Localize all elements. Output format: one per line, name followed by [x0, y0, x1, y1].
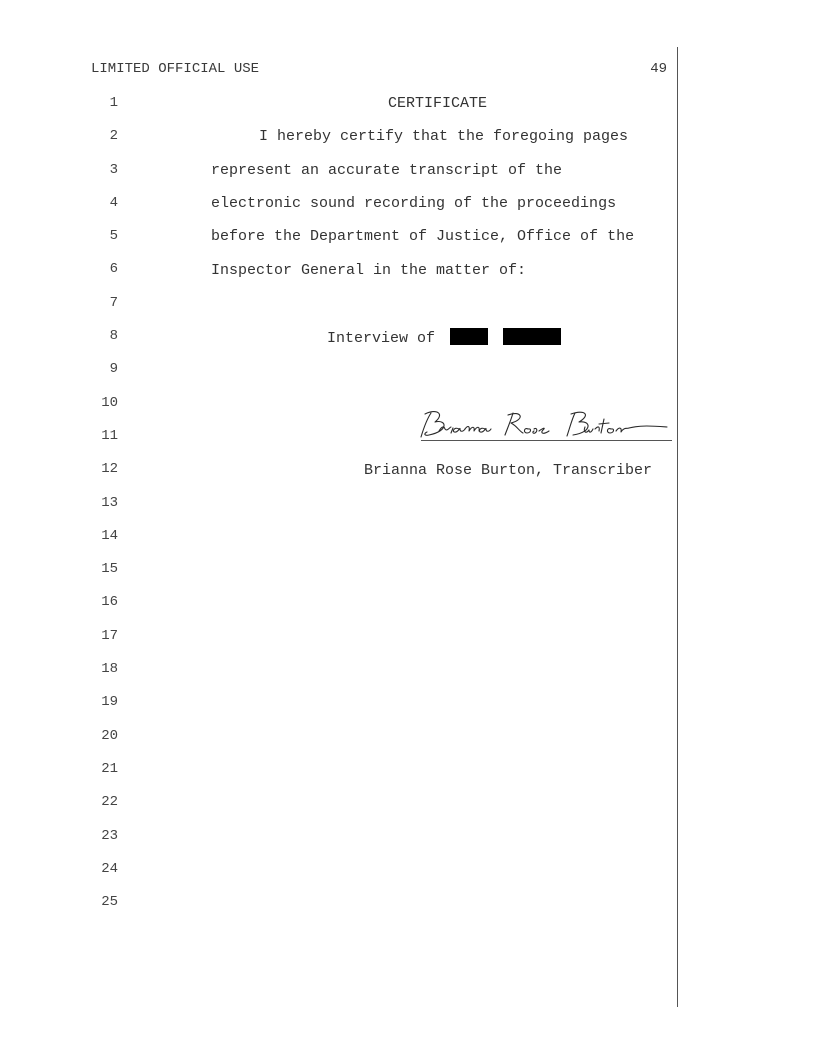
line-number: 25	[101, 894, 118, 911]
line-number: 17	[101, 627, 118, 644]
line-number: 16	[101, 594, 118, 611]
line-number: 6	[109, 261, 118, 278]
line-number: 8	[109, 328, 118, 345]
line-number: 2	[109, 128, 118, 145]
interview-line	[327, 328, 561, 348]
handwritten-signature	[415, 405, 675, 445]
certificate-paragraph-line: I hereby certify that the foregoing pages	[259, 128, 629, 145]
redaction-block	[450, 328, 488, 345]
certificate-title: CERTIFICATE	[388, 95, 488, 112]
line-number: 3	[109, 161, 118, 178]
interview-label: Interview of	[327, 330, 436, 347]
line-number: 13	[101, 494, 118, 511]
line-number: 1	[109, 95, 118, 111]
line-number: 22	[101, 794, 118, 811]
signature-caption: Brianna Rose Burton, Transcriber	[364, 462, 653, 479]
line-number: 21	[101, 760, 118, 777]
line-number: 5	[109, 228, 118, 245]
line-number: 12	[101, 461, 118, 478]
right-margin-rule	[677, 47, 678, 1007]
line-number-column	[88, 94, 118, 926]
line-number: 14	[101, 527, 118, 544]
line-number: 11	[101, 427, 118, 444]
line-number: 15	[101, 561, 118, 578]
certificate-paragraph-line: electronic sound recording of the proceedings	[211, 195, 617, 212]
line-number: 9	[109, 361, 118, 378]
line-number: 20	[101, 727, 118, 744]
line-number: 18	[101, 661, 118, 678]
certificate-paragraph-line: before the Department of Justice, Office of the	[211, 228, 635, 245]
line-number: 24	[101, 860, 118, 877]
line-number: 4	[109, 194, 118, 211]
line-number: 7	[109, 294, 118, 311]
line-number: 23	[101, 827, 118, 844]
line-number: 19	[101, 694, 118, 711]
classification-header: LIMITED OFFICIAL USE	[91, 61, 260, 77]
line-number: 10	[101, 394, 118, 411]
certificate-paragraph-line: Inspector General in the matter of:	[211, 262, 527, 279]
certificate-paragraph-line: represent an accurate transcript of the	[211, 162, 563, 179]
redaction-block	[503, 328, 561, 345]
page-number: 49	[650, 61, 667, 77]
